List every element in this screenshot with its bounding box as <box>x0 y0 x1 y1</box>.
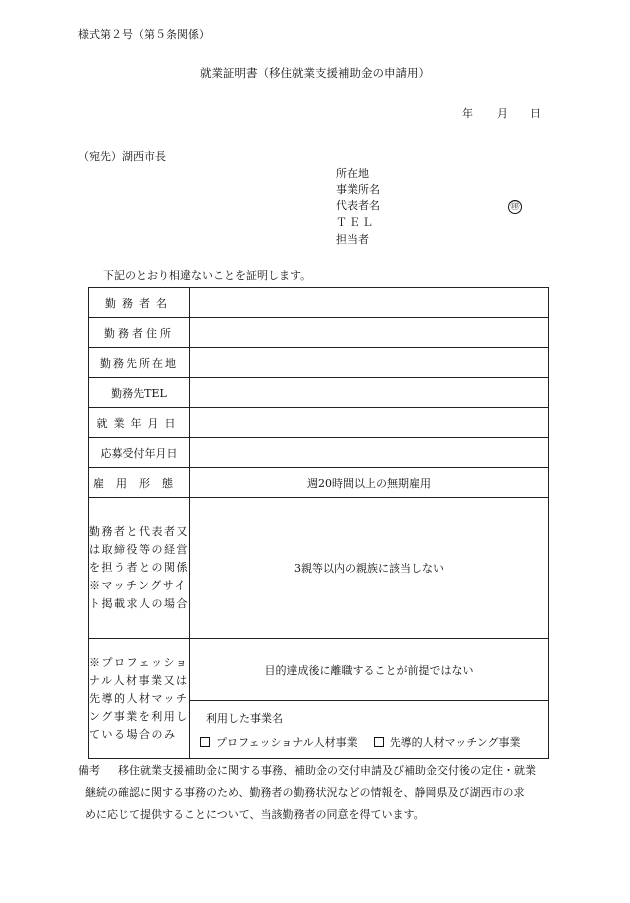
certification-statement: 下記のとおり相違ないことを証明します。 <box>103 269 312 282</box>
employment-type-value: 週20時間以上の無期雇用 <box>190 468 549 498</box>
leading-matching-option: 先導的人材マッチング事業 <box>389 735 521 749</box>
services-options <box>190 734 548 750</box>
seal-mark: ㊞ <box>508 200 522 214</box>
table-row <box>89 348 549 378</box>
relationship-label: 勤務者と代表者又は取締役等の経営を担う者との関係※マッチングサイト掲載求人の場合 <box>89 498 190 639</box>
remarks-line-2: 継続の確認に関する事務のため、勤務者の勤務状況などの情報を、静岡県及び湖西市の求 <box>85 786 525 799</box>
professional-service-label: ※プロフェッショナル人材事業又は先導的人材マッチング事業を利用している場合のみ <box>89 639 190 759</box>
employment-type-label: 雇用形態 <box>89 468 190 498</box>
issuer-office-name-label: 事業所名 <box>336 183 380 196</box>
remarks-head: 備考 <box>78 764 100 777</box>
worker-address-field[interactable] <box>190 318 549 348</box>
professional-service-option: プロフェッショナル人材事業 <box>216 735 358 749</box>
worker-name-label: 勤務者名 <box>89 288 190 318</box>
date-year-label: 年 <box>462 107 473 120</box>
table-row <box>89 288 549 318</box>
table-row <box>89 408 549 438</box>
issuer-address-label: 所在地 <box>336 167 369 180</box>
issuer-representative-label: 代表者名 <box>336 199 380 212</box>
workplace-address-field[interactable] <box>190 348 549 378</box>
worker-name-field[interactable] <box>190 288 549 318</box>
professional-service-checkbox[interactable] <box>200 737 210 747</box>
application-date-label: 応募受付年月日 <box>89 438 190 468</box>
employment-certificate-table <box>88 287 549 759</box>
issuer-tel-label: ＴＥＬ <box>336 216 375 229</box>
remarks-line-1: 移住就業支援補助金に関する事務、補助金の交付申請及び補助金交付後の定住・就業 <box>118 764 536 777</box>
date-month-label: 月 <box>497 107 508 120</box>
workplace-tel-field[interactable] <box>190 378 549 408</box>
leading-matching-checkbox[interactable] <box>374 737 384 747</box>
table-row <box>89 468 549 498</box>
remarks-line-3: めに応じて提供することについて、当該勤務者の同意を得ています。 <box>85 808 425 821</box>
table-row <box>89 378 549 408</box>
table-row <box>89 639 549 701</box>
professional-service-value: 目的達成後に離職することが前提ではない <box>190 639 549 701</box>
table-row <box>89 438 549 468</box>
workplace-tel-label: 勤務先TEL <box>89 378 190 408</box>
date-day-label: 日 <box>530 107 541 120</box>
form-number: 様式第２号（第５条関係） <box>78 28 210 41</box>
worker-address-label: 勤務者住所 <box>89 318 190 348</box>
document-title: 就業証明書（移住就業支援補助金の申請用） <box>200 66 430 80</box>
application-date-field[interactable] <box>190 438 549 468</box>
table-row <box>89 498 549 639</box>
table-row <box>89 318 549 348</box>
services-used-cell <box>190 701 549 759</box>
addressee: （宛先）湖西市長 <box>78 150 166 163</box>
services-used-title: 利用した事業名 <box>206 711 283 725</box>
remarks <box>78 760 558 826</box>
workplace-address-label: 勤務先所在地 <box>89 348 190 378</box>
relationship-value: 3親等以内の親族に該当しない <box>190 498 549 639</box>
employment-date-field[interactable] <box>190 408 549 438</box>
issuer-contact-label: 担当者 <box>336 233 369 246</box>
employment-date-label: 就業年月日 <box>89 408 190 438</box>
